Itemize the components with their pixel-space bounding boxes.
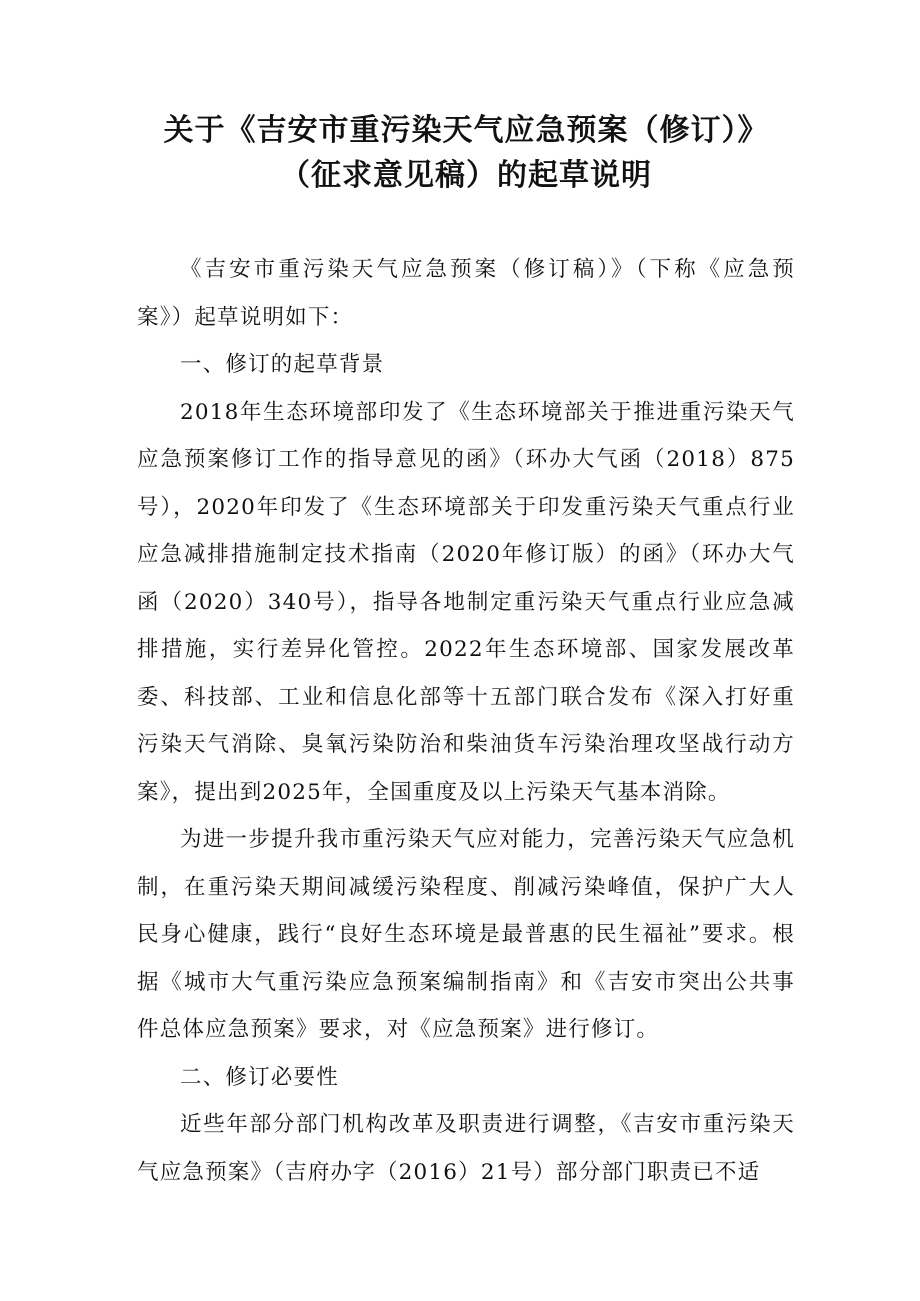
section-1-paragraph-2: 为进一步提升我市重污染天气应对能力，完善污染天气应急机制，在重污染天期间减缓污染程度、削减污染峰值，保护广大人民身心健康，践行“良好生态环境是最普惠的民生福祉”要求。根据《城市大气重污染应急预案编制指南》和《吉安市突出公共事件总体应急预案》要求，对《应急预案》进行修订。 xyxy=(137,827,795,1042)
document-title xyxy=(137,108,795,198)
title-line-1: 关于《吉安市重污染天气应急预案（修订）》 xyxy=(163,113,769,148)
section-2-heading: 二、修订必要性 xyxy=(180,1064,339,1090)
section-2-paragraph-1: 近些年部分部门机构改革及职责进行调整，《吉安市重污染天气应急预案》（吉府办字（2016）21号）部分部门职责已不适 xyxy=(137,1112,795,1185)
title-line-2: （征求意见稿）的起草说明 xyxy=(280,158,652,193)
section-1-paragraph-1: 2018年生态环境部印发了《生态环境部关于推进重污染天气应急预案修订工作的指导意见的函》（环办大气函（2018）875号），2020年印发了《生态环境部关于印发重污染天气重点行业应急减排措施制定技术指南（2020年修订版）的函》（环办大气函（2020）340号），指导各地制定重污染天气重点行业应急减排措施，实行差异化管控。2022年生态环境部、国家发展改革委、科技部、工业和信息化部等十五部门联合发布《深入打好重污染天气消除、臭氧污染防治和柴油货车污染治理攻坚战行动方案》，提出到2025年，全国重度及以上污染天气基本消除。 xyxy=(137,399,795,805)
intro-paragraph: 《吉安市重污染天气应急预案（修订稿）》（下称《应急预案》）起草说明如下： xyxy=(137,257,795,330)
document-body xyxy=(137,246,795,1196)
section-1-heading: 一、修订的起草背景 xyxy=(180,352,385,377)
